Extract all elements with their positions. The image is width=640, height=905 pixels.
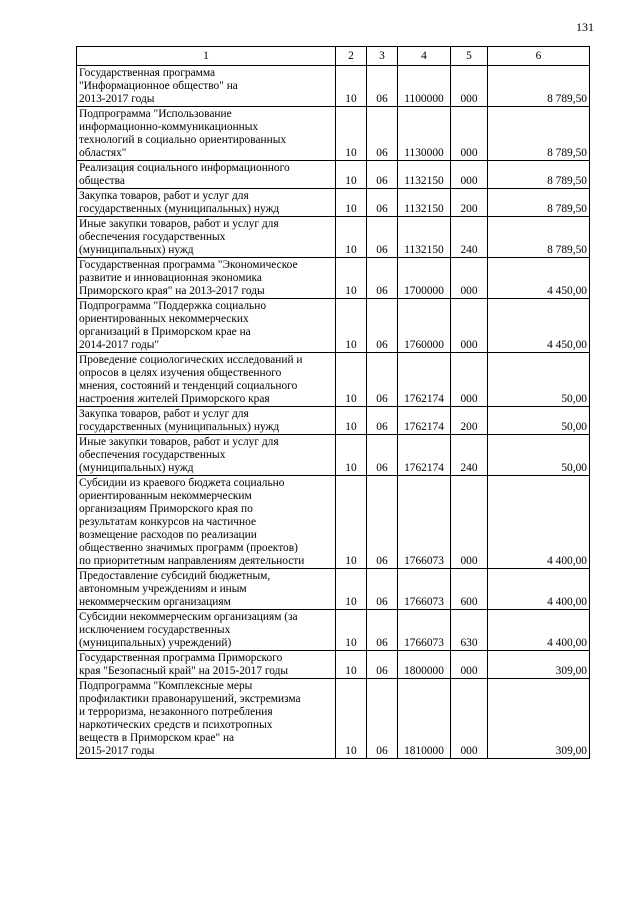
row-sum-cell: 50,00 bbox=[488, 353, 590, 407]
row-code-cell: 1100000 bbox=[398, 66, 451, 107]
row-type-cell: 000 bbox=[451, 107, 488, 161]
row-subsection-cell: 06 bbox=[367, 353, 398, 407]
table-row bbox=[77, 353, 590, 407]
row-sum-cell: 8 789,50 bbox=[488, 189, 590, 217]
row-code-cell: 1766073 bbox=[398, 610, 451, 651]
row-type-cell: 240 bbox=[451, 435, 488, 476]
row-type-cell: 200 bbox=[451, 407, 488, 435]
row-name-cell: Закупка товаров, работ и услуг для государственных (муниципальных) нужд bbox=[77, 189, 336, 217]
row-subsection-cell: 06 bbox=[367, 569, 398, 610]
row-sum-cell: 4 400,00 bbox=[488, 569, 590, 610]
row-type-cell: 200 bbox=[451, 189, 488, 217]
row-section-cell: 10 bbox=[336, 66, 367, 107]
row-section-cell: 10 bbox=[336, 569, 367, 610]
header-col-5: 5 bbox=[451, 47, 488, 66]
row-subsection-cell: 06 bbox=[367, 107, 398, 161]
row-name-cell: Реализация социального информационного общества bbox=[77, 161, 336, 189]
header-col-2: 2 bbox=[336, 47, 367, 66]
row-sum-cell: 8 789,50 bbox=[488, 107, 590, 161]
table-row bbox=[77, 679, 590, 759]
table-row bbox=[77, 189, 590, 217]
row-section-cell: 10 bbox=[336, 299, 367, 353]
table-row bbox=[77, 569, 590, 610]
header-col-1: 1 bbox=[77, 47, 336, 66]
row-sum-cell: 4 450,00 bbox=[488, 258, 590, 299]
row-code-cell: 1132150 bbox=[398, 217, 451, 258]
header-col-6: 6 bbox=[488, 47, 590, 66]
row-section-cell: 10 bbox=[336, 217, 367, 258]
row-section-cell: 10 bbox=[336, 189, 367, 217]
row-code-cell: 1766073 bbox=[398, 476, 451, 569]
row-name-cell: Государственная программа Приморского края "Безопасный край" на 2015-2017 годы bbox=[77, 651, 336, 679]
row-sum-cell: 8 789,50 bbox=[488, 66, 590, 107]
row-type-cell: 000 bbox=[451, 258, 488, 299]
budget-table bbox=[76, 46, 590, 759]
row-type-cell: 000 bbox=[451, 161, 488, 189]
row-section-cell: 10 bbox=[336, 161, 367, 189]
row-section-cell: 10 bbox=[336, 353, 367, 407]
table-header-row bbox=[77, 47, 590, 66]
row-type-cell: 000 bbox=[451, 651, 488, 679]
table-body bbox=[77, 66, 590, 759]
row-code-cell: 1762174 bbox=[398, 407, 451, 435]
header-col-3: 3 bbox=[367, 47, 398, 66]
row-code-cell: 1760000 bbox=[398, 299, 451, 353]
row-section-cell: 10 bbox=[336, 679, 367, 759]
row-section-cell: 10 bbox=[336, 407, 367, 435]
page-number: 131 bbox=[576, 20, 594, 34]
row-code-cell: 1766073 bbox=[398, 569, 451, 610]
row-type-cell: 630 bbox=[451, 610, 488, 651]
row-subsection-cell: 06 bbox=[367, 189, 398, 217]
row-type-cell: 000 bbox=[451, 66, 488, 107]
row-subsection-cell: 06 bbox=[367, 435, 398, 476]
row-sum-cell: 309,00 bbox=[488, 651, 590, 679]
row-type-cell: 000 bbox=[451, 679, 488, 759]
table-row bbox=[77, 610, 590, 651]
row-type-cell: 240 bbox=[451, 217, 488, 258]
row-subsection-cell: 06 bbox=[367, 476, 398, 569]
row-sum-cell: 50,00 bbox=[488, 407, 590, 435]
row-subsection-cell: 06 bbox=[367, 407, 398, 435]
row-name-cell: Иные закупки товаров, работ и услуг для обеспечения государственных (муниципальных) нужд bbox=[77, 217, 336, 258]
header-col-4: 4 bbox=[398, 47, 451, 66]
table-row bbox=[77, 476, 590, 569]
table-row bbox=[77, 435, 590, 476]
table-row bbox=[77, 258, 590, 299]
row-sum-cell: 4 400,00 bbox=[488, 610, 590, 651]
row-type-cell: 000 bbox=[451, 299, 488, 353]
row-sum-cell: 4 450,00 bbox=[488, 299, 590, 353]
row-name-cell: Подпрограмма "Поддержка социально ориентированных некоммерческих организаций в Приморском крае на 2014-2017 годы" bbox=[77, 299, 336, 353]
row-type-cell: 000 bbox=[451, 353, 488, 407]
row-subsection-cell: 06 bbox=[367, 299, 398, 353]
row-code-cell: 1130000 bbox=[398, 107, 451, 161]
table-row bbox=[77, 66, 590, 107]
row-sum-cell: 8 789,50 bbox=[488, 161, 590, 189]
table-row bbox=[77, 107, 590, 161]
row-name-cell: Государственная программа "Информационное общество" на 2013-2017 годы bbox=[77, 66, 336, 107]
row-subsection-cell: 06 bbox=[367, 161, 398, 189]
row-name-cell: Подпрограмма "Комплексные меры профилактики правонарушений, экстремизма и терроризма, незаконного потребления наркотических средств и психотропных веществ в Приморском крае" на 2015-2017 годы bbox=[77, 679, 336, 759]
row-section-cell: 10 bbox=[336, 610, 367, 651]
row-subsection-cell: 06 bbox=[367, 651, 398, 679]
row-name-cell: Иные закупки товаров, работ и услуг для обеспечения государственных (муниципальных) нужд bbox=[77, 435, 336, 476]
row-subsection-cell: 06 bbox=[367, 679, 398, 759]
row-code-cell: 1132150 bbox=[398, 189, 451, 217]
row-type-cell: 000 bbox=[451, 476, 488, 569]
row-name-cell: Проведение социологических исследований и опросов в целях изучения общественного мнения, состояний и тенденций социального настроения жителей Приморского края bbox=[77, 353, 336, 407]
row-name-cell: Субсидии из краевого бюджета социально ориентированным некоммерческим организациям Приморского края по результатам конкурсов на частичное возмещение расходов по реализации общественно значимых программ (проектов) по приоритетным направлениям деятельности bbox=[77, 476, 336, 569]
row-subsection-cell: 06 bbox=[367, 217, 398, 258]
row-sum-cell: 8 789,50 bbox=[488, 217, 590, 258]
row-section-cell: 10 bbox=[336, 435, 367, 476]
row-name-cell: Субсидии некоммерческим организациям (за исключением государственных (муниципальных) учреждений) bbox=[77, 610, 336, 651]
row-code-cell: 1762174 bbox=[398, 435, 451, 476]
row-type-cell: 600 bbox=[451, 569, 488, 610]
row-name-cell: Подпрограмма "Использование информационно-коммуникационных технологий в социально ориентированных областях" bbox=[77, 107, 336, 161]
row-section-cell: 10 bbox=[336, 258, 367, 299]
row-name-cell: Закупка товаров, работ и услуг для государственных (муниципальных) нужд bbox=[77, 407, 336, 435]
row-subsection-cell: 06 bbox=[367, 610, 398, 651]
row-code-cell: 1700000 bbox=[398, 258, 451, 299]
row-section-cell: 10 bbox=[336, 651, 367, 679]
row-subsection-cell: 06 bbox=[367, 66, 398, 107]
table-row bbox=[77, 217, 590, 258]
row-name-cell: Предоставление субсидий бюджетным, автономным учреждениям и иным некоммерческим организациям bbox=[77, 569, 336, 610]
table-row bbox=[77, 161, 590, 189]
row-code-cell: 1762174 bbox=[398, 353, 451, 407]
row-code-cell: 1810000 bbox=[398, 679, 451, 759]
row-subsection-cell: 06 bbox=[367, 258, 398, 299]
table-row bbox=[77, 651, 590, 679]
row-code-cell: 1132150 bbox=[398, 161, 451, 189]
table-row bbox=[77, 299, 590, 353]
table-row bbox=[77, 407, 590, 435]
row-sum-cell: 309,00 bbox=[488, 679, 590, 759]
row-section-cell: 10 bbox=[336, 107, 367, 161]
row-section-cell: 10 bbox=[336, 476, 367, 569]
row-name-cell: Государственная программа "Экономическое развитие и инновационная экономика Приморского края" на 2013-2017 годы bbox=[77, 258, 336, 299]
row-code-cell: 1800000 bbox=[398, 651, 451, 679]
row-sum-cell: 4 400,00 bbox=[488, 476, 590, 569]
row-sum-cell: 50,00 bbox=[488, 435, 590, 476]
